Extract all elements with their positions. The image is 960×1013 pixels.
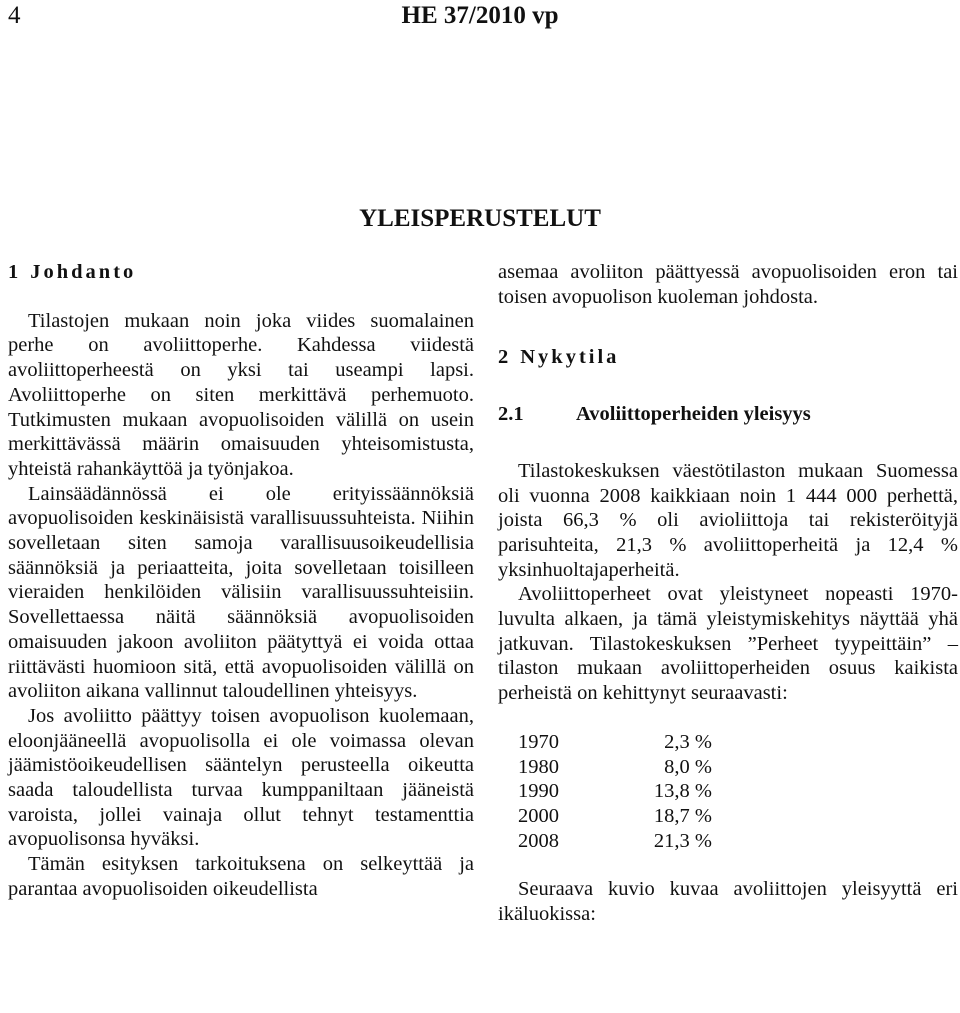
paragraph: Jos avoliitto päättyy toisen avopuolison kuolemaan, eloonjääneellä avopuolisolla ei ole voimassa olevan jäämistöoikeudellisen sääntelyn perusteella oikeutta saada taloudellista turvaa kumppaniltaan jääneistä varoista, jollei vainaja ollut tehnyt testamenttia avopuolisonsa hyväksi. — [8, 704, 474, 851]
heading-title: Johdanto — [30, 261, 137, 283]
section-title: YLEISPERUSTELUT — [359, 205, 601, 232]
table-cell-year: 2008 — [518, 829, 559, 852]
subheading-title: Avoliittoperheiden yleisyys — [576, 403, 811, 426]
paragraph: Tämän esityksen tarkoituksena on selkeyttää ja parantaa avopuolisoiden oikeudellista — [8, 853, 474, 900]
right-column — [498, 260, 958, 927]
subheading-number: 2.1 — [498, 403, 524, 426]
table-cell-value: 2,3 % — [664, 730, 712, 753]
table-cell-year: 1980 — [518, 755, 559, 778]
heading-number: 2 — [498, 346, 509, 369]
statistics-table — [518, 730, 712, 854]
subheading-yleisyys — [498, 402, 958, 427]
table-cell-value: 13,8 % — [653, 780, 712, 803]
table-cell-value: 21,3 % — [653, 829, 712, 852]
table-cell-year: 1990 — [518, 780, 559, 803]
table-row — [518, 730, 712, 755]
page-number: 4 — [8, 2, 21, 29]
paragraph: Avoliittoperheet ovat yleistyneet nopeasti 1970-luvulta alkaen, ja tämä yleistymiskehitys näyttää yhä jatkuvan. Tilastokeskuksen ”Perheet tyypeittäin” –tilaston mukaan avoliittoperheiden osuus kaikista perheistä on kehittynyt seuraavasti: — [498, 583, 958, 705]
table-cell-value: 18,7 % — [653, 804, 712, 827]
paragraph: Lainsäädännössä ei ole erityissäännöksiä avopuolisoiden keskinäisistä varallisuussuhteista. Niihin sovelletaan siten samoja varallisuusoikeudellisia säännöksiä ja periaatteita, joita sovelletaan toisilleen vieraiden henkilöiden välisiin varallisuussuhteisiin. Sovellettaessa näitä säännöksiä avopuolisoiden omaisuuden jakoon avoliiton päätyttyä ei voida ottaa riittävästi huomioon sitä, että avopuolisoiden välillä on avoliiton aikana vallinnut taloudellinen yhteisyys. — [8, 482, 474, 703]
heading-title: Nykytila — [520, 346, 620, 369]
paragraph-continuation: asemaa avoliiton päättyessä avopuolisoiden eron tai toisen avopuolison kuoleman johdosta. — [498, 261, 958, 308]
paragraph: Tilastokeskuksen väestötilaston mukaan Suomessa oli vuonna 2008 kaikkiaan noin 1 444 000 perhettä, joista 66,3 % oli avioliittoja tai rekisteröityjä parisuhteita, 21,3 % avoliittoperheitä ja 12,4 % yksinhuoltajaperheitä. — [498, 459, 958, 581]
table-row — [518, 755, 712, 780]
table-row — [518, 829, 712, 854]
heading-nykytila — [498, 345, 958, 370]
running-head: HE 37/2010 vp — [401, 2, 559, 29]
table-row — [518, 779, 712, 804]
table-cell-value: 8,0 % — [664, 755, 712, 778]
table-cell-year: 2000 — [518, 804, 559, 827]
table-row — [518, 804, 712, 829]
paragraph-closing: Seuraava kuvio kuvaa avoliittojen yleisyyttä eri ikäluokissa: — [498, 878, 958, 926]
paragraph: Tilastojen mukaan noin joka viides suomalainen perhe on avoliittoperhe. Kahdessa viidestä avoliittoperheestä on yksi tai useampi lapsi. Avoliittoperhe on siten merkittävä perhemuoto. Tutkimusten mukaan avopuolisoiden välillä on usein merkittävässä määrin omaisuuden yhteisomistusta, yhteistä rahankäyttöä ja työnjakoa. — [8, 309, 474, 480]
heading-johdanto — [8, 260, 474, 285]
left-column — [8, 260, 474, 902]
table-cell-year: 1970 — [518, 730, 559, 753]
heading-number: 1 — [8, 261, 19, 283]
